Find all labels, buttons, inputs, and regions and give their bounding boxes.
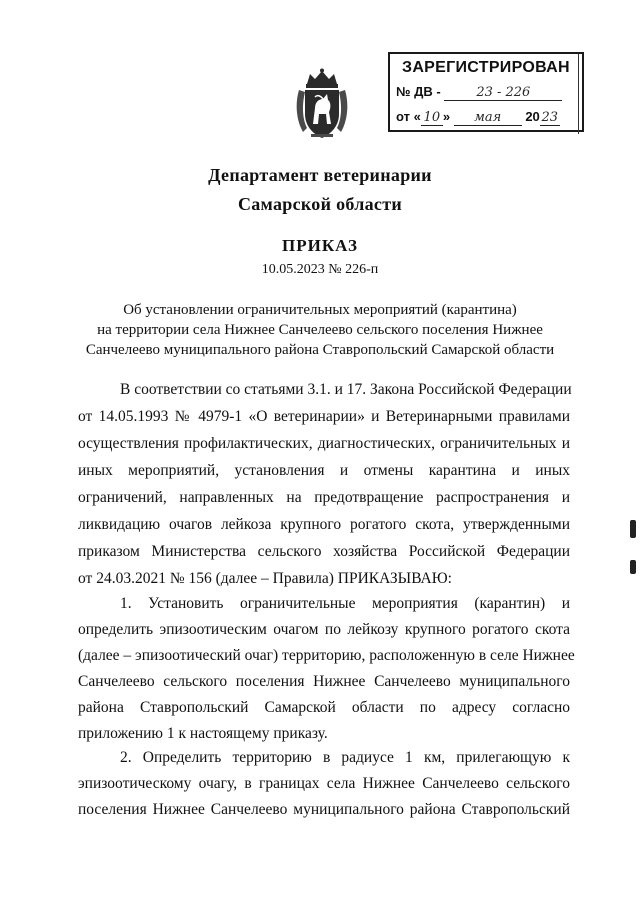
body-line: приложению 1 к настоящему приказу. — [78, 725, 328, 742]
body-line: 2. Определить территорию в радиусе 1 км, прилегающую к — [120, 749, 570, 766]
body-line: В соответствии со статьями 3.1. и 17. Закона Российской Федерации — [120, 381, 572, 398]
registration-stamp — [388, 52, 584, 132]
department-name-line1: Департамент ветеринарии — [208, 165, 432, 185]
body-line: иных мероприятий, установления и отмены карантина и иных — [78, 462, 570, 479]
body-line: района Ставропольский Самарской области по адресу согласно — [78, 699, 570, 716]
subject-line: Санчелеево муниципального района Ставропольский Самарской области — [85, 342, 555, 358]
coat-of-arms-emblem — [293, 68, 351, 140]
stamp-date-year-prefix: 20 — [525, 109, 540, 124]
body-line: эпизоотическому очагу, в границах села Нижнее Санчелеево сельского — [78, 775, 570, 792]
order-number: 10.05.2023 № 226-п — [261, 262, 379, 277]
stamp-date-month: мая — [454, 110, 522, 126]
body-line: поселения Нижнее Санчелеево муниципального района Ставропольский — [78, 801, 570, 818]
stamp-date-year-suffix: 23 — [541, 110, 559, 125]
body-line: 1. Установить ограничительные мероприятия (карантин) и — [120, 595, 570, 612]
body-line: определить эпизоотическим очагом по лейкозу крупного рогатого скота — [78, 621, 570, 638]
subject-line: на территории села Нижнее Санчелеево сельского поселения Нижнее — [97, 322, 543, 338]
stamp-number-value: 23 - 226 — [444, 85, 562, 101]
body-line: от 14.05.1993 № 4979-1 «О ветеринарии» и Ветеринарными правилами — [78, 408, 570, 425]
body-line: (далее – эпизоотический очаг) территорию, расположенную в селе Нижнее — [78, 647, 575, 664]
stamp-number-label: № ДВ - — [396, 84, 441, 99]
stamp-number-row — [396, 84, 562, 101]
stamp-date-row — [396, 109, 560, 126]
body-line: осуществления профилактических, диагностических, ограничительных и — [78, 435, 570, 452]
subject-line: Об установлении ограничительных мероприятий (карантина) — [123, 302, 517, 318]
order-title: ПРИКАЗ — [282, 236, 358, 255]
body-line: от 24.03.2021 № 156 (далее – Правила) ПРИКАЗЫВАЮ: — [78, 570, 452, 587]
stamp-date-day: 10 — [421, 110, 443, 126]
stamp-title: ЗАРЕГИСТРИРОВАН — [402, 59, 570, 76]
stamp-date-mid: » — [442, 109, 451, 124]
stamp-edge-line — [578, 54, 584, 134]
body-line: Санчелеево сельского поселения Нижнее Санчелеево муниципального — [78, 673, 570, 690]
body-line: приказом Министерства сельского хозяйства Российской Федерации — [78, 543, 570, 560]
binding-mark — [630, 560, 636, 574]
body-line: ограничений, направленных на предотвращение распространения и — [78, 489, 570, 506]
binding-mark — [630, 520, 636, 538]
stamp-date-label: от « — [396, 109, 421, 124]
department-name-line2: Самарской области — [237, 194, 403, 214]
body-line: ликвидацию очагов лейкоза крупного рогатого скота, утвержденными — [78, 516, 570, 533]
